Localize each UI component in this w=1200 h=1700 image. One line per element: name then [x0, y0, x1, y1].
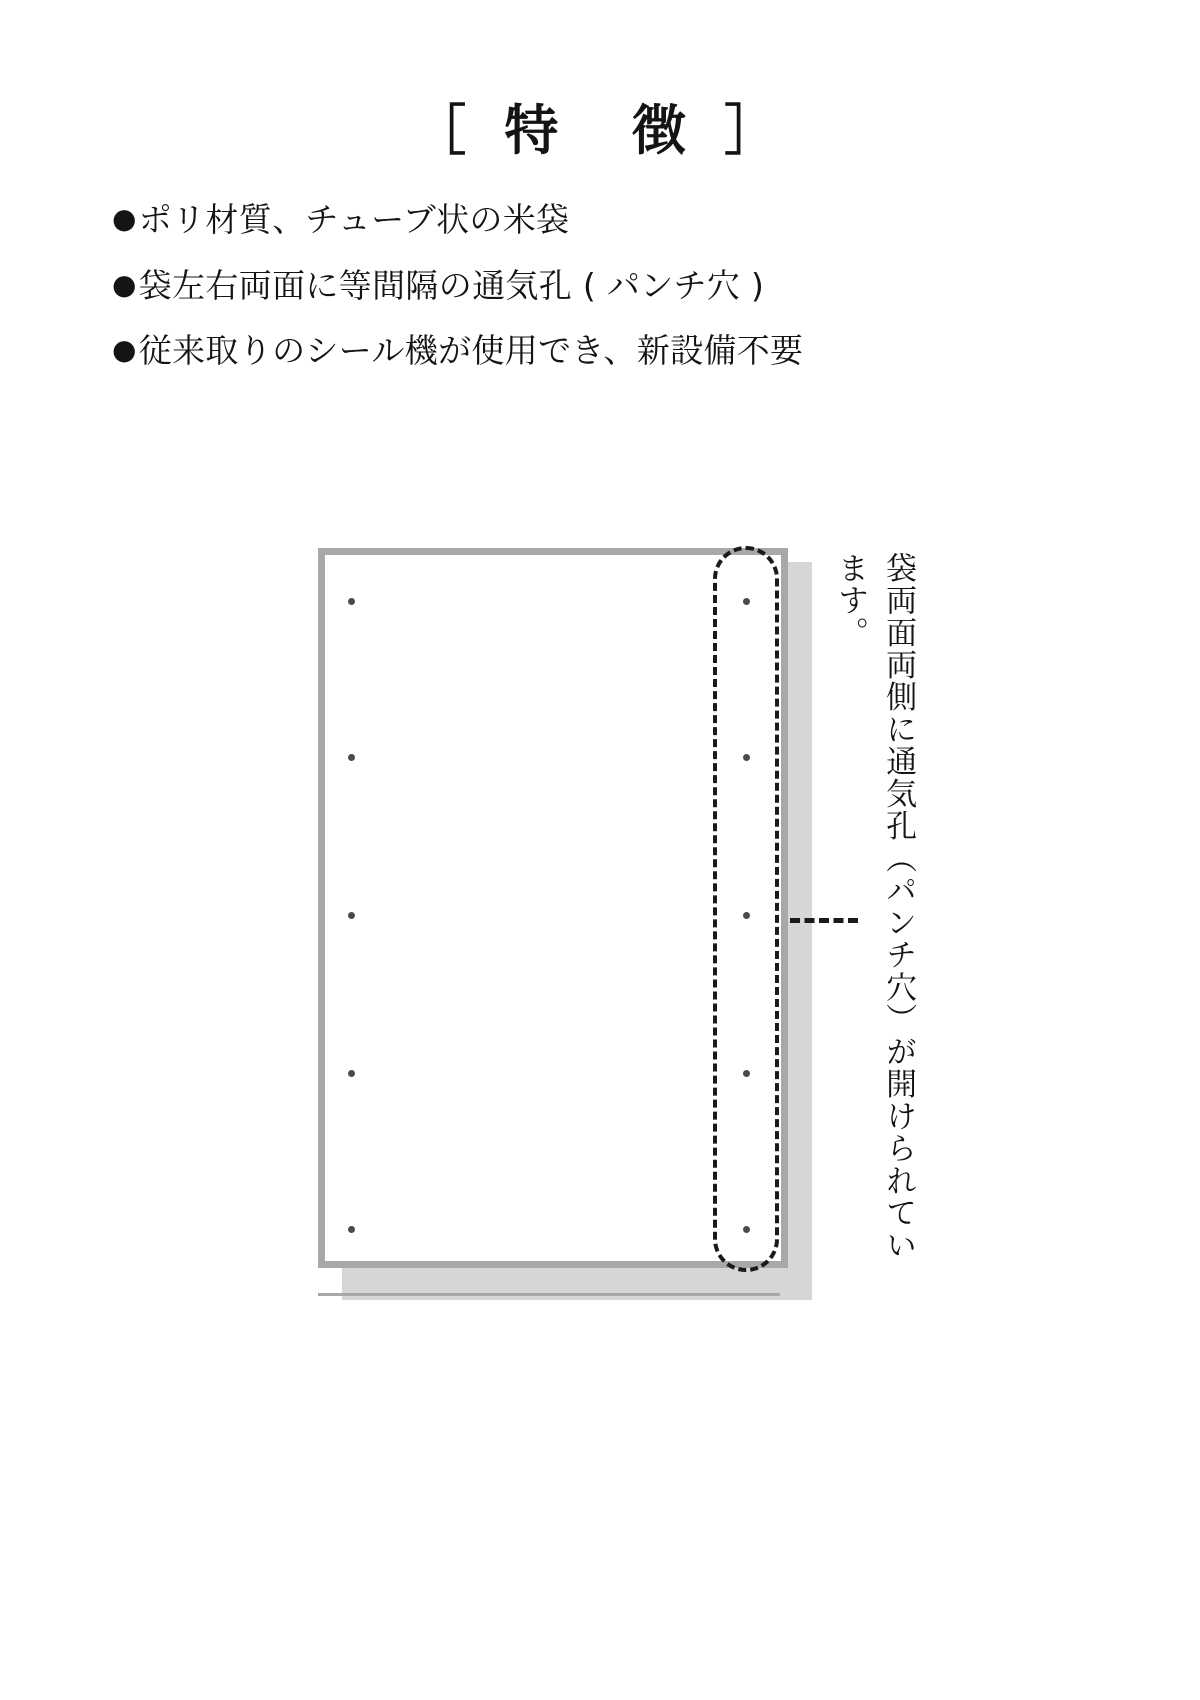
- bullet-point-icon: ●: [112, 333, 137, 367]
- list-item-label: 従来取りのシール機が使用でき、新設備不要: [138, 331, 804, 371]
- feature-list: [112, 198, 1052, 395]
- punch-hole-highlight: [713, 546, 779, 1272]
- list-item: [112, 329, 1052, 373]
- punch-hole-icon: [348, 598, 355, 605]
- diagram-caption: 袋両面両側に通気孔（パンチ穴）が開けられています。: [832, 552, 917, 1262]
- list-item: [112, 264, 1052, 308]
- bullet-point-icon: ●: [112, 267, 137, 301]
- punch-hole-icon: [348, 754, 355, 761]
- bullet-point-icon: ●: [112, 202, 137, 235]
- bag-bottom-seam: [318, 1293, 780, 1296]
- page-title: ［ 特 徴 ］: [412, 99, 788, 162]
- punch-hole-icon: [348, 912, 355, 919]
- punch-hole-icon: [348, 1226, 355, 1233]
- list-item: [112, 198, 1052, 242]
- punch-hole-icon: [348, 1070, 355, 1077]
- list-item-label: 袋左右両面に等間隔の通気孔 ( パンチ穴 ): [138, 265, 765, 305]
- list-item-label: ポリ材質、チューブ状の米袋: [138, 200, 570, 239]
